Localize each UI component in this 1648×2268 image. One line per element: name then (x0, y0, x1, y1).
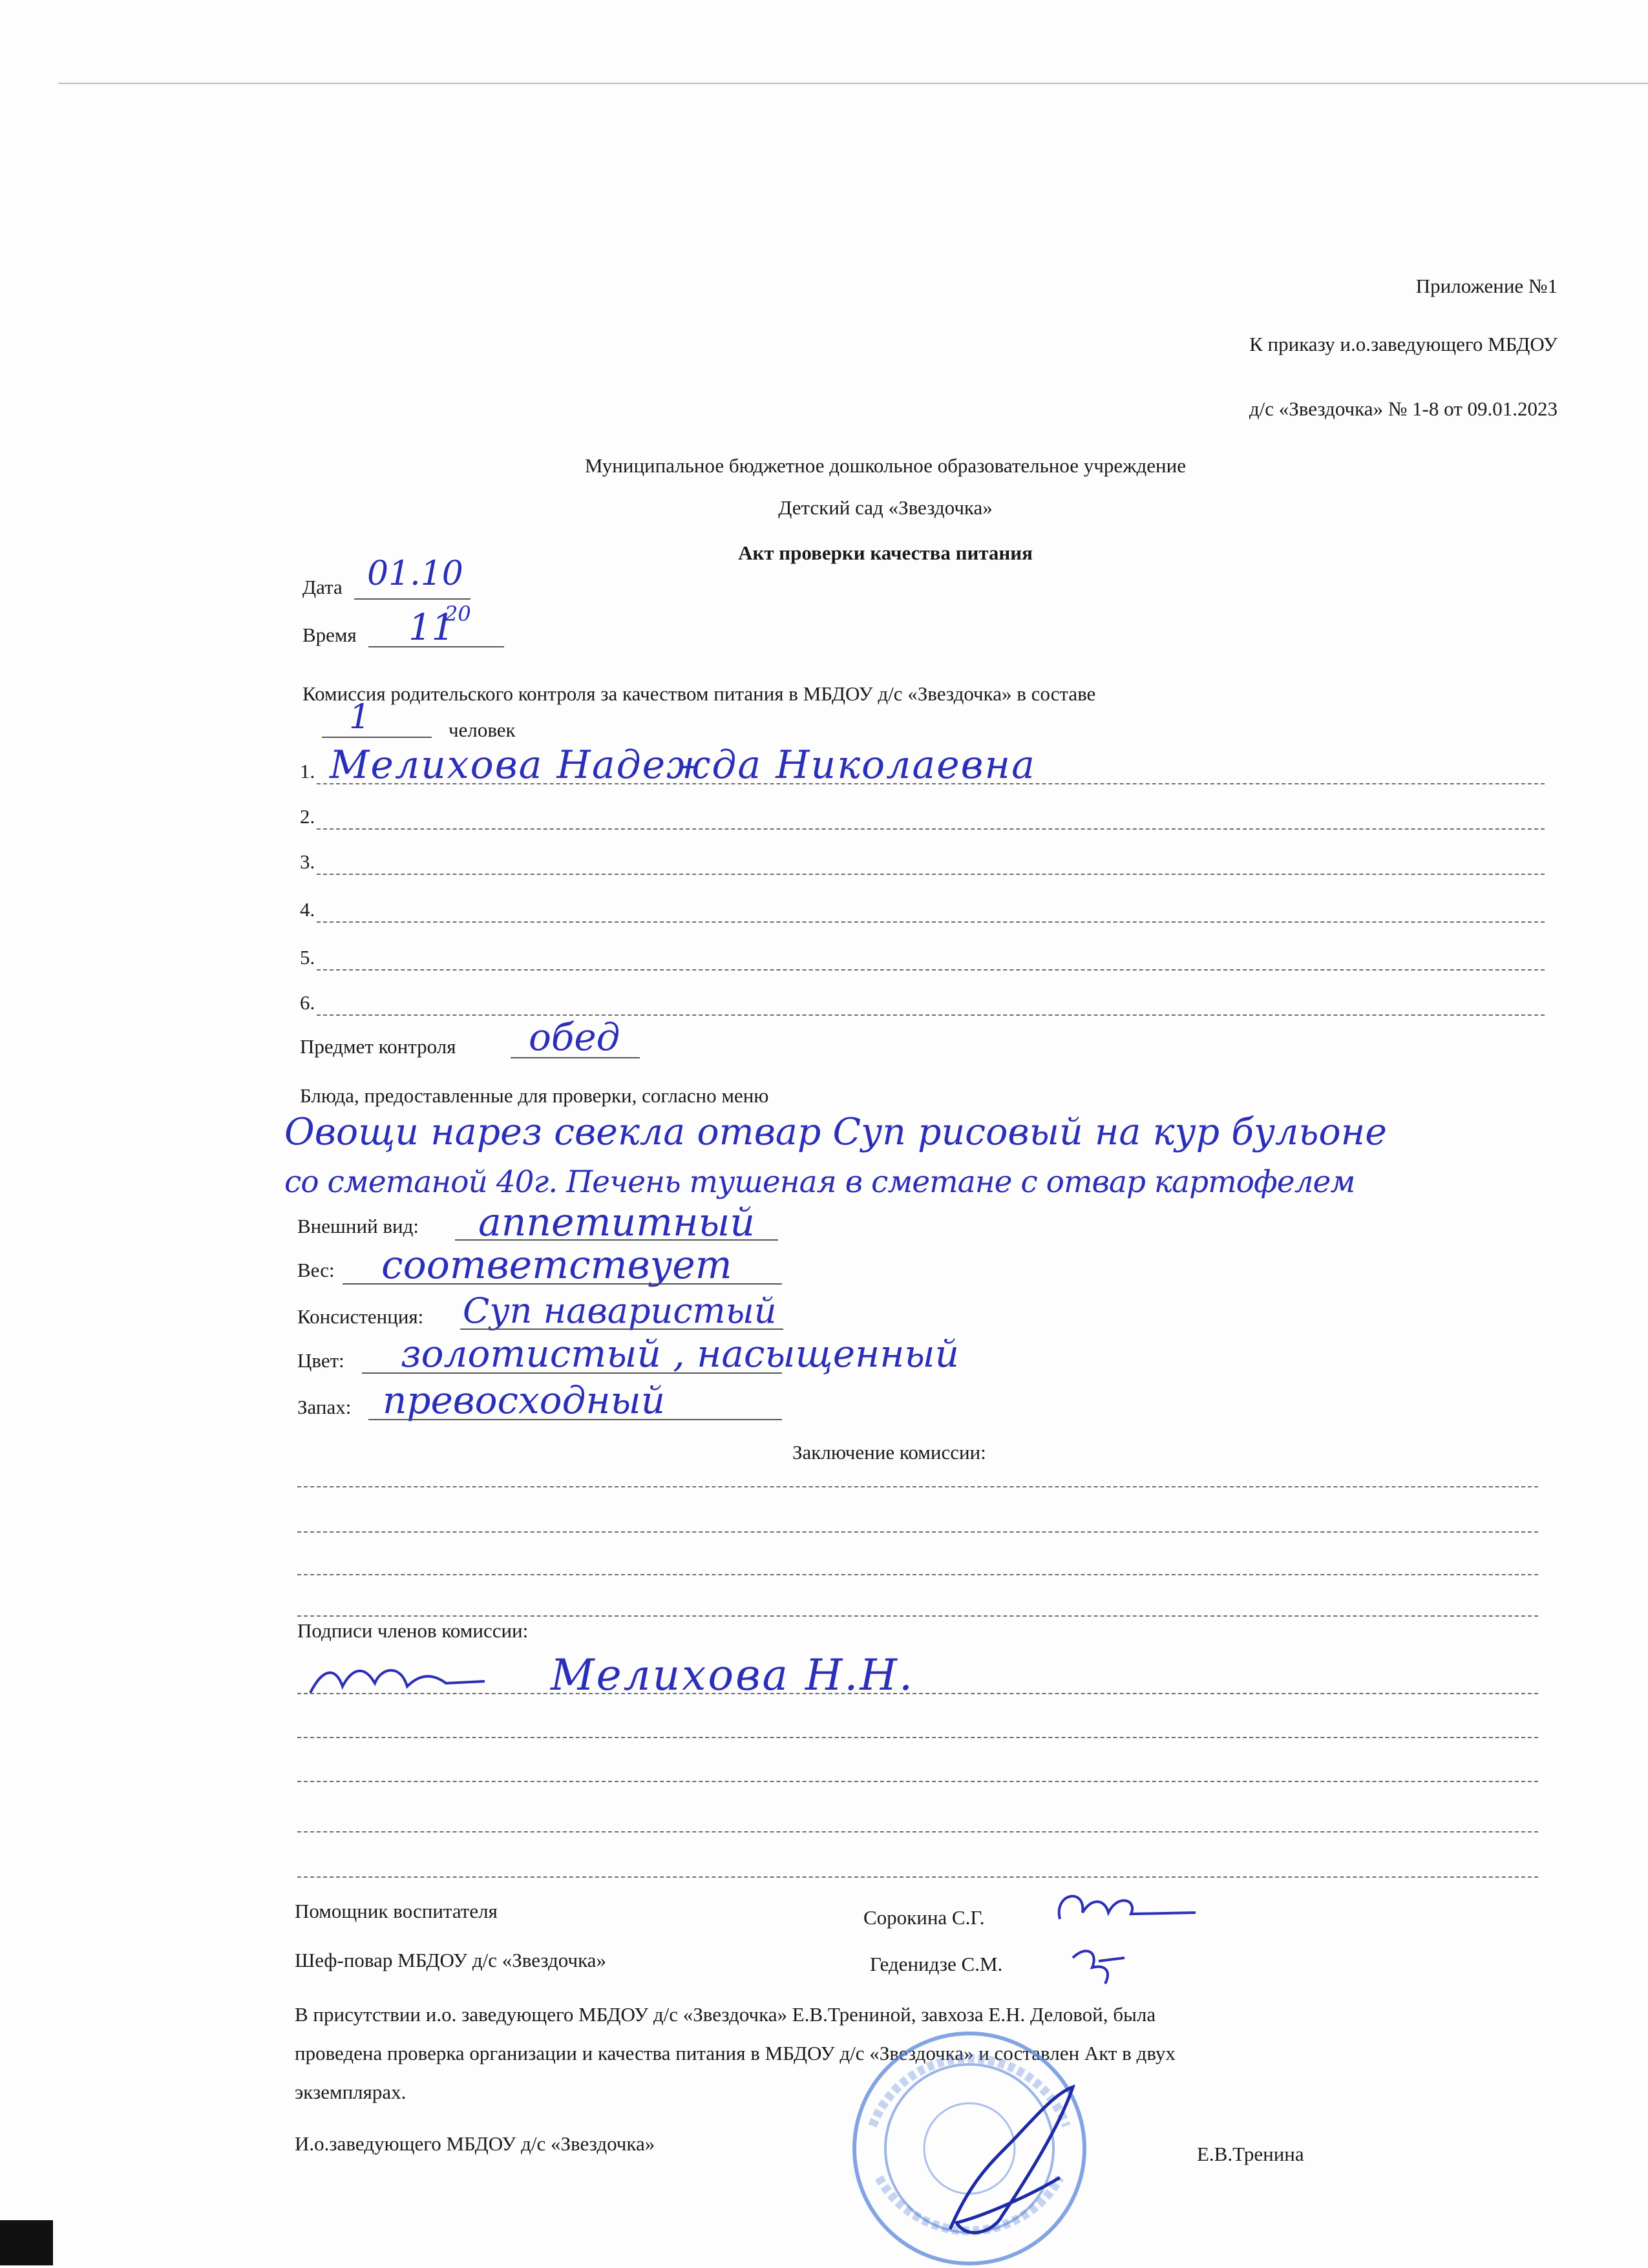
appearance-label: Внешний вид: (297, 1215, 419, 1237)
head-signature-name: Е.В.Тренина (1197, 2143, 1304, 2165)
member-1-name: Мелихова Надежда Николаевна (330, 742, 1036, 788)
signature-line-3 (297, 1781, 1538, 1782)
member-6-line (317, 1014, 1545, 1016)
member-3-line (317, 874, 1545, 875)
signature-line-1 (297, 1693, 1538, 1694)
dishes-line-2: со сметаной 40г. Печень тушеная в сметане с отвар картофелем (284, 1164, 1355, 1200)
assistant-signature-mark (1047, 1874, 1209, 1932)
member-6-number: 6. (300, 991, 315, 1014)
smell-underline (368, 1419, 782, 1420)
conclusion-line-4 (297, 1615, 1538, 1617)
date-value: 01.10 (367, 554, 463, 593)
order-number-line: д/с «Звездочка» № 1-8 от 09.01.2023 (1249, 397, 1558, 420)
member-signature-name: Мелихова Н.Н. (551, 1650, 914, 1700)
scan-corner-shadow (0, 2220, 53, 2265)
signature-line-2 (297, 1737, 1538, 1738)
weight-value: соответствует (381, 1243, 732, 1288)
appendix-label: Приложение №1 (1415, 275, 1558, 297)
chef-signature-mark (1060, 1932, 1163, 1990)
chef-label: Шеф-повар МБДОУ д/с «Звездочка» (295, 1949, 606, 1971)
dishes-line-1: Овощи нарез свекла отвар Суп рисовый на кур бульоне (284, 1111, 1387, 1153)
time-label: Время (302, 624, 357, 646)
member-4-line (317, 921, 1545, 923)
members-count-underline (322, 737, 432, 738)
chef-name: Геденидзе С.М. (870, 1953, 1003, 1975)
date-label: Дата (302, 576, 343, 598)
presence-text-line-1: В присутствии и.о. заведующего МБДОУ д/с «Звездочка» Е.В.Трениной, завхоза Е.Н. Деловой, была (295, 2003, 1156, 2026)
time-value-minutes: 20 (445, 602, 471, 626)
appearance-underline (455, 1239, 778, 1241)
color-underline (362, 1372, 782, 1374)
member-5-number: 5. (300, 946, 315, 969)
dishes-label: Блюда, предоставленные для проверки, согласно меню (300, 1084, 769, 1107)
subject-value: обед (529, 1015, 620, 1059)
member-1-number: 1. (300, 760, 315, 782)
member-signature-mark (304, 1648, 498, 1706)
weight-label: Вес: (297, 1259, 335, 1281)
commission-text: Комиссия родительского контроля за качеством питания в МБДОУ д/с «Звездочка» в составе (302, 682, 1096, 705)
signatures-label: Подписи членов комиссии: (297, 1619, 529, 1642)
presence-text-line-3: экземплярах. (295, 2081, 407, 2103)
act-title: Акт проверки качества питания (738, 541, 1033, 564)
smell-value: превосходный (383, 1378, 666, 1422)
subject-label: Предмет контроля (300, 1035, 456, 1058)
member-4-number: 4. (300, 898, 315, 921)
member-1-line (317, 783, 1545, 784)
presence-text-line-2: проведена проверка организации и качества питания в МБДОУ д/с «Звездочка» и составлен Акт в двух (295, 2042, 1176, 2064)
consistency-label: Консистенция: (297, 1305, 424, 1328)
appearance-value: аппетитный (478, 1200, 755, 1245)
member-3-number: 3. (300, 850, 315, 873)
color-value: золотистый , насыщенный (401, 1332, 960, 1376)
scan-top-edge (58, 83, 1648, 84)
date-underline (354, 598, 470, 600)
signature-line-5 (297, 1876, 1538, 1878)
head-signature-label: И.о.заведующего МБДОУ д/с «Звездочка» (295, 2132, 655, 2155)
assistant-label: Помощник воспитателя (295, 1900, 498, 1922)
member-2-line (317, 828, 1545, 830)
conclusion-line-2 (297, 1531, 1538, 1533)
member-5-line (317, 969, 1545, 971)
order-line: К приказу и.о.заведующего МБДОУ (1249, 333, 1558, 355)
time-value-hours: 11 (408, 607, 455, 649)
consistency-underline (460, 1328, 783, 1330)
assistant-name: Сорокина С.Г. (863, 1906, 985, 1929)
conclusion-label: Заключение комиссии: (792, 1441, 986, 1464)
smell-label: Запах: (297, 1396, 352, 1418)
members-unit: человек (449, 719, 516, 741)
member-2-number: 2. (300, 805, 315, 828)
head-signature-mark (931, 2068, 1099, 2262)
signature-line-4 (297, 1831, 1538, 1832)
conclusion-line-3 (297, 1574, 1538, 1575)
members-count: 1 (349, 698, 371, 737)
institution-name: Муниципальное бюджетное дошкольное образовательное учреждение (585, 454, 1186, 477)
color-label: Цвет: (297, 1349, 344, 1372)
institution-kindergarten: Детский сад «Звездочка» (778, 496, 993, 519)
consistency-value: Суп наваристый (463, 1290, 777, 1331)
weight-underline (343, 1283, 782, 1285)
conclusion-line-1 (297, 1486, 1538, 1487)
